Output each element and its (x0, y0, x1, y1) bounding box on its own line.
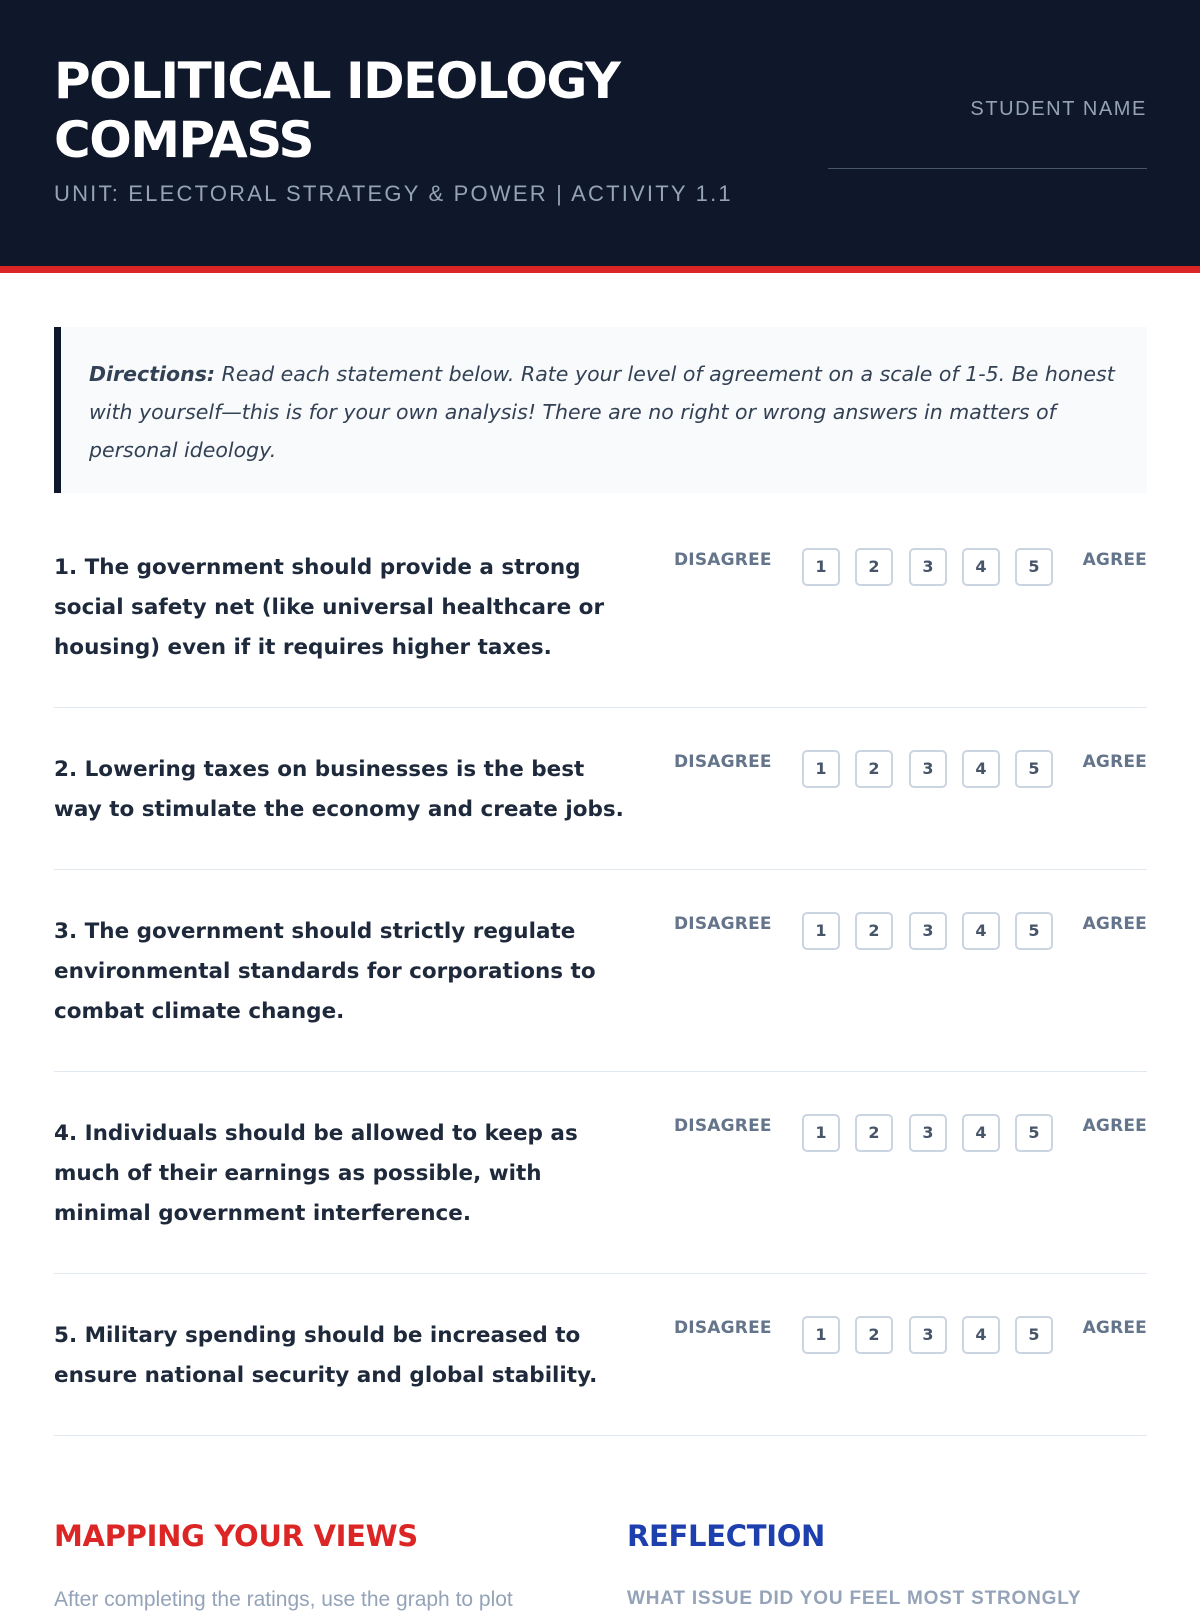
rating-scale (674, 1114, 1147, 1174)
question-item (54, 1316, 1147, 1436)
directions-label: Directions: (89, 362, 216, 386)
student-name-label: STUDENT NAME (970, 98, 1147, 120)
rating-option-5[interactable]: 5 (1015, 912, 1053, 950)
rating-option-3[interactable]: 3 (909, 548, 947, 586)
disagree-label: DISAGREE (674, 914, 772, 934)
rating-option-3[interactable]: 3 (909, 912, 947, 950)
rating-option-4[interactable]: 4 (962, 548, 1000, 586)
question-item (54, 548, 1147, 708)
disagree-label: DISAGREE (674, 1318, 772, 1338)
rating-option-1[interactable]: 1 (802, 548, 840, 586)
rating-option-3[interactable]: 3 (909, 1316, 947, 1354)
rating-option-1[interactable]: 1 (802, 750, 840, 788)
rating-scale (674, 912, 1147, 972)
unit-subtitle: UNIT: ELECTORAL STRATEGY & POWER | ACTIVITY 1.1 (54, 181, 733, 206)
rating-option-2[interactable]: 2 (855, 1114, 893, 1152)
rating-option-1[interactable]: 1 (802, 1316, 840, 1354)
question-text: 2. Lowering taxes on businesses is the best way to stimulate the economy and create jobs. (54, 757, 624, 822)
rating-option-2[interactable]: 2 (855, 912, 893, 950)
rating-scale (674, 548, 1147, 608)
disagree-label: DISAGREE (674, 752, 772, 772)
rating-option-1[interactable]: 1 (802, 912, 840, 950)
rating-option-3[interactable]: 3 (909, 1114, 947, 1152)
rating-option-5[interactable]: 5 (1015, 1114, 1053, 1152)
agree-label: AGREE (1082, 1318, 1147, 1338)
mapping-heading: MAPPING YOUR VIEWS (54, 1519, 418, 1553)
rating-option-4[interactable]: 4 (962, 912, 1000, 950)
disagree-label: DISAGREE (674, 550, 772, 570)
directions-text: Read each statement below. Rate your level of agreement on a scale of 1-5. Be honest with yourself—this is for your own analysis! There are no right or wrong answers in matters of personal ideology. (89, 362, 1115, 462)
rating-option-2[interactable]: 2 (855, 750, 893, 788)
agree-label: AGREE (1082, 752, 1147, 772)
page-header (0, 0, 1200, 273)
rating-scale (674, 750, 1147, 810)
question-item (54, 912, 1147, 1072)
agree-label: AGREE (1082, 914, 1147, 934)
agree-label: AGREE (1082, 550, 1147, 570)
page-title: POLITICAL IDEOLOGY COMPASS (54, 52, 620, 169)
question-item (54, 1114, 1147, 1274)
rating-option-4[interactable]: 4 (962, 1316, 1000, 1354)
rating-option-5[interactable]: 5 (1015, 750, 1053, 788)
directions-box (54, 327, 1147, 493)
agree-label: AGREE (1082, 1116, 1147, 1136)
rating-option-4[interactable]: 4 (962, 1114, 1000, 1152)
rating-option-2[interactable]: 2 (855, 1316, 893, 1354)
rating-option-4[interactable]: 4 (962, 750, 1000, 788)
mapping-text: After completing the ratings, use the graph to plot (54, 1588, 513, 1611)
rating-option-2[interactable]: 2 (855, 548, 893, 586)
question-text: 3. The government should strictly regulate environmental standards for corporations to combat climate change. (54, 919, 596, 1024)
rating-option-3[interactable]: 3 (909, 750, 947, 788)
question-item (54, 750, 1147, 870)
rating-scale (674, 1316, 1147, 1376)
question-text: 1. The government should provide a strong social safety net (like universal healthcare or housing) even if it requires higher taxes. (54, 555, 605, 660)
rating-option-5[interactable]: 5 (1015, 548, 1053, 586)
question-text: 5. Military spending should be increased to ensure national security and global stability. (54, 1323, 598, 1388)
question-text: 4. Individuals should be allowed to keep as much of their earnings as possible, with minimal government interference. (54, 1121, 578, 1226)
disagree-label: DISAGREE (674, 1116, 772, 1136)
rating-option-5[interactable]: 5 (1015, 1316, 1053, 1354)
student-name-field[interactable] (828, 168, 1147, 169)
reflection-prompt: WHAT ISSUE DID YOU FEEL MOST STRONGLY (627, 1588, 1082, 1609)
rating-option-1[interactable]: 1 (802, 1114, 840, 1152)
reflection-heading: REFLECTION (627, 1519, 826, 1553)
